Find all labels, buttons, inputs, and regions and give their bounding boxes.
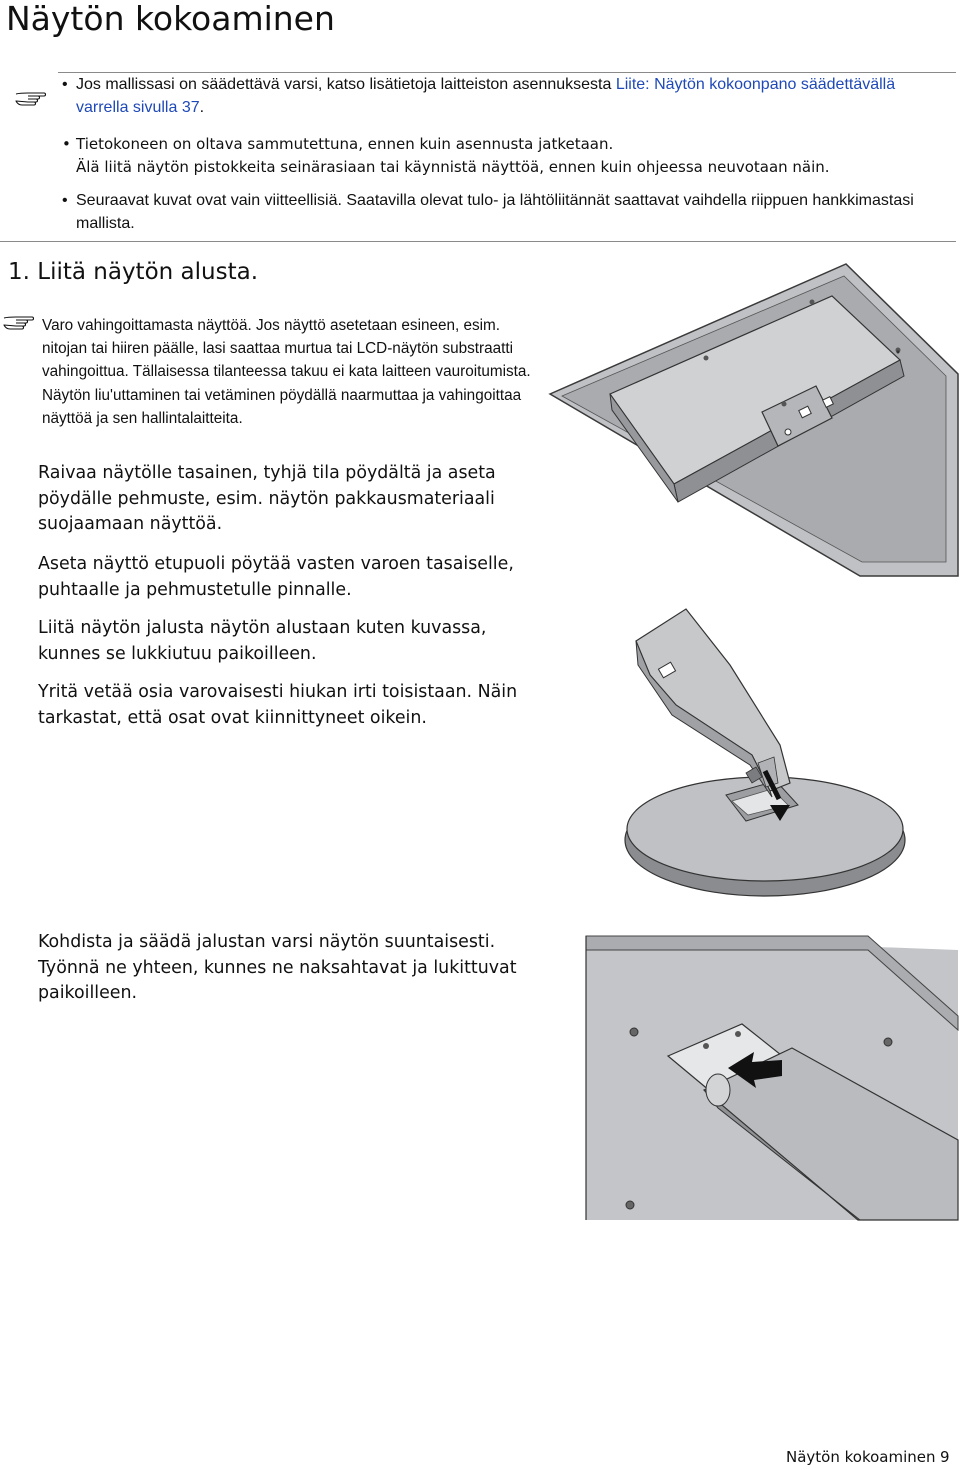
align-arm-illustration xyxy=(578,930,960,1230)
note-text: Jos mallissasi on säädettävä varsi, katso lisätietoja laitteiston asennuksesta xyxy=(76,76,616,93)
note-item-adjustable-arm xyxy=(62,74,942,119)
page-title: Näytön kokoaminen xyxy=(6,0,335,38)
pointing-hand-icon xyxy=(14,86,48,106)
note-item-power-off xyxy=(62,133,942,178)
footer-label: Näytön kokoaminen xyxy=(786,1448,936,1466)
damage-warning-note: Varo vahingoittamasta näyttöä. Jos näyttö asetetaan esineen, esim. nitojan tai hiiren päälle, lasi saattaa murtua tai LCD-näytön substraatti vahingoittua. Tällaisessa tilanteessa takuu ei kata laitteen vauroitumista. Näytön liu'uttaminen tai vetäminen pöydällä naarmuttaa ja vahingoittaa näyttöä ja sen hallintalaitteita. xyxy=(42,317,531,427)
instruction-attach-stand: Liitä näytön jalusta näytön alustaan kuten kuvassa, kunnes se lukkiutuu paikoilleen. xyxy=(38,618,487,664)
stand-attach-illustration xyxy=(620,605,920,905)
section-divider xyxy=(0,241,956,242)
appendix-link[interactable]: Liite: Näytön kokoonpano säädettävällä varrella sivulla 37 xyxy=(76,76,896,116)
pointing-hand-icon xyxy=(2,310,36,330)
instruction-check-attach: Yritä vetää osia varovaisesti hiukan irti toisistaan. Näin tarkastat, että osat ovat kiinnittyneet oikein. xyxy=(38,682,518,728)
note-line: Älä liitä näytön pistokkeita seinärasiaan tai käynnistä näyttöä, ennen kuin ohjeessa neuvotaan näin. xyxy=(76,157,830,176)
note-item-illustrations xyxy=(62,190,942,235)
monitor-back-illustration xyxy=(548,262,960,578)
instruction-place-face-down: Aseta näyttö etupuoli pöytää vasten varoen tasaiselle, puhtaalle ja pehmustetulle pinnalle. xyxy=(38,554,514,600)
notes-list xyxy=(62,74,942,249)
note-text: Seuraavat kuvat ovat vain viitteellisiä. Saatavilla olevat tulo- ja lähtöliitännät saattavat vaihdella riippuen hankkimastasi mallista. xyxy=(76,192,914,232)
page-number: 9 xyxy=(940,1448,950,1466)
note-text-end: . xyxy=(199,98,205,116)
instruction-align-arm: Kohdista ja säädä jalustan varsi näytön suuntaisesti. Työnnä ne yhteen, kunnes ne naksahtavat ja lukittuvat paikoilleen. xyxy=(38,932,517,1003)
note-line: Tietokoneen on oltava sammutettuna, ennen kuin asennusta jatketaan. xyxy=(76,135,614,153)
step-heading: 1. Liitä näytön alusta. xyxy=(8,259,259,285)
top-divider xyxy=(58,72,956,73)
instruction-clear-space: Raivaa näytölle tasainen, tyhjä tila pöydältä ja aseta pöydälle pehmuste, esim. näytön pakkausmateriaali suojaamaan näyttöä. xyxy=(38,463,496,534)
